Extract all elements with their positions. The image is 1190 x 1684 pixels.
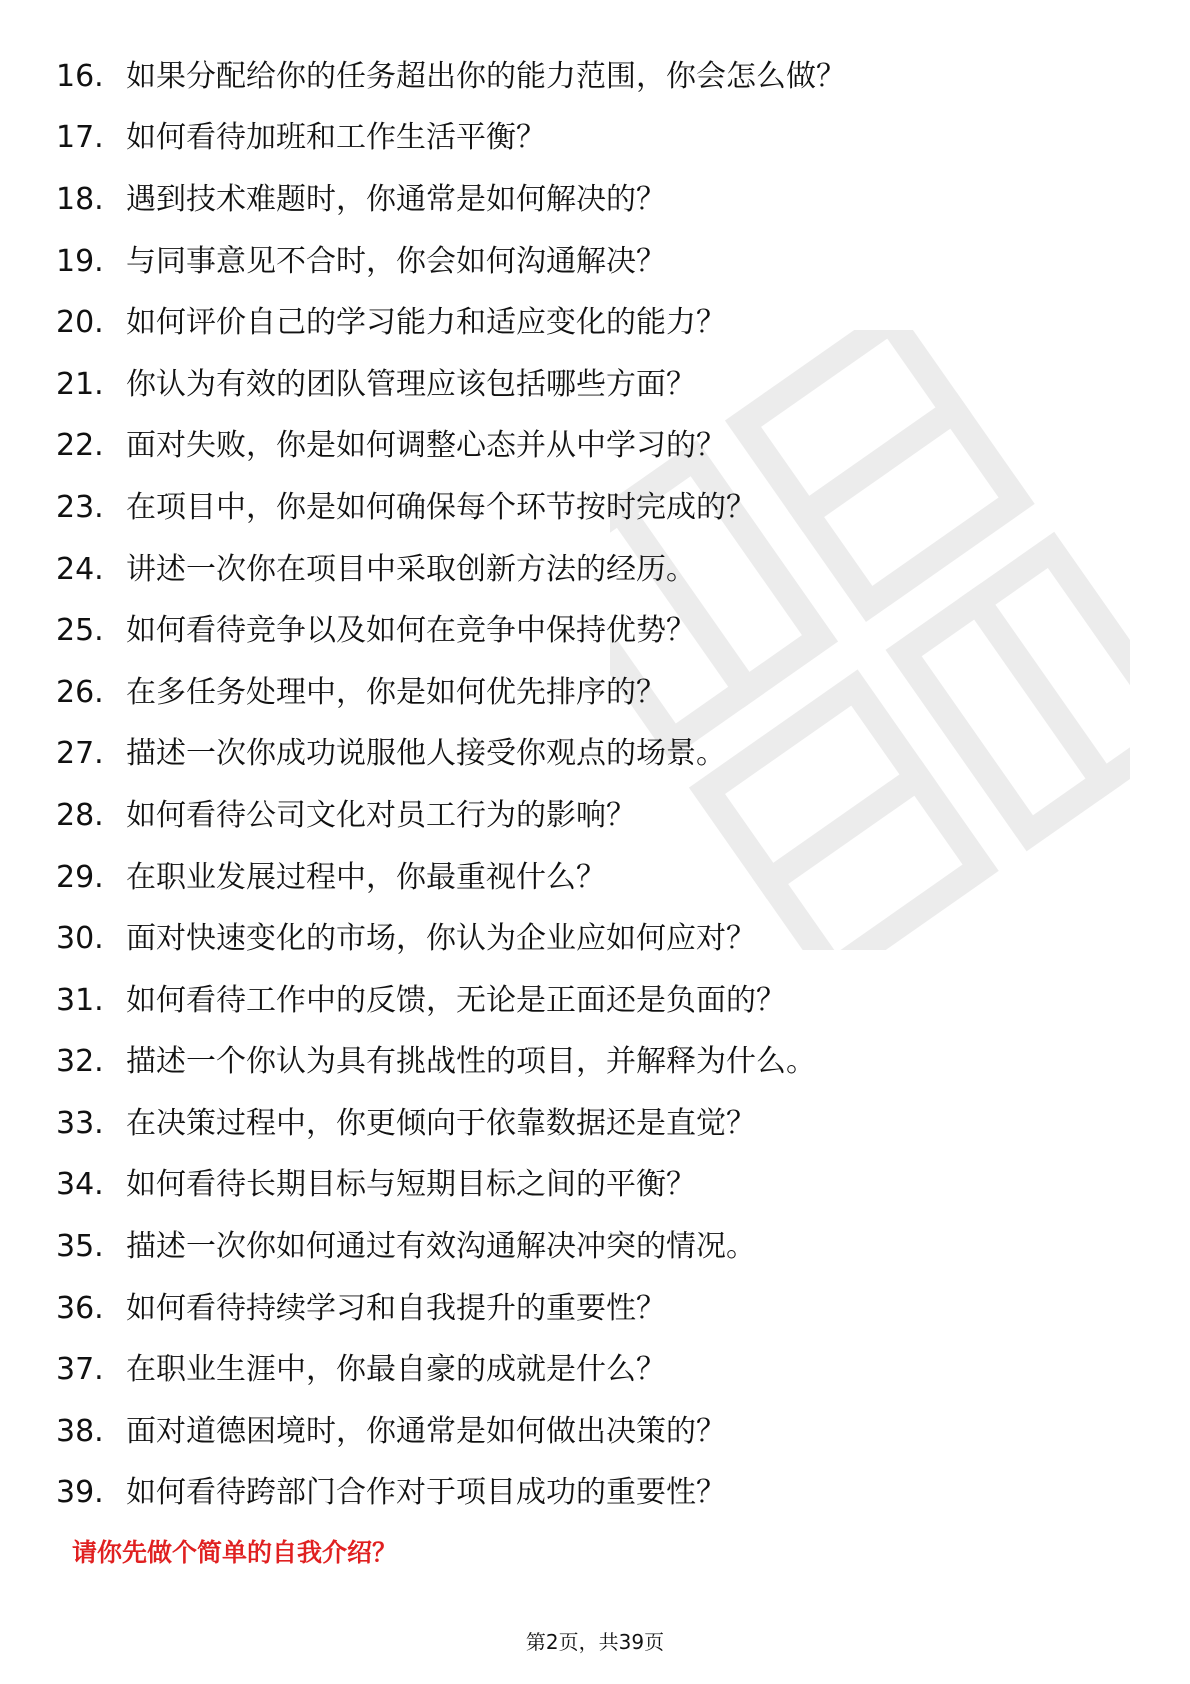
question-text: 在职业发展过程中，你最重视什么？ xyxy=(126,859,606,895)
list-item xyxy=(56,1155,846,1217)
question-number: 29. xyxy=(56,859,104,895)
question-number: 33. xyxy=(56,1105,104,1141)
question-number: 19. xyxy=(56,243,104,279)
question-number: 39. xyxy=(56,1475,104,1511)
question-text: 遇到技术难题时，你通常是如何解决的？ xyxy=(126,181,666,217)
list-item xyxy=(56,46,846,108)
page-number: 第2页，共39页 xyxy=(525,1630,665,1654)
question-number: 26. xyxy=(56,674,104,710)
list-item xyxy=(56,108,846,170)
question-text: 面对快速变化的市场，你认为企业应如何应对？ xyxy=(126,921,756,957)
question-number: 31. xyxy=(56,982,104,1018)
question-text: 描述一次你如何通过有效沟通解决冲突的情况。 xyxy=(126,1229,756,1265)
list-item xyxy=(56,354,846,416)
list-item xyxy=(56,169,846,231)
question-number: 27. xyxy=(56,736,104,772)
question-number: 16. xyxy=(56,58,104,94)
list-item xyxy=(56,539,846,601)
question-text: 如何看待公司文化对员工行为的影响？ xyxy=(126,797,636,833)
question-text: 在多任务处理中，你是如何优先排序的？ xyxy=(126,674,666,710)
question-number: 35. xyxy=(56,1229,104,1265)
list-item xyxy=(56,1339,846,1401)
question-number: 36. xyxy=(56,1290,104,1326)
question-text: 你认为有效的团队管理应该包括哪些方面？ xyxy=(126,366,696,402)
question-text: 如何看待长期目标与短期目标之间的平衡？ xyxy=(126,1167,696,1203)
question-text: 在项目中，你是如何确保每个环节按时完成的？ xyxy=(126,489,756,525)
question-number: 38. xyxy=(56,1413,104,1449)
list-item xyxy=(56,970,846,1032)
question-number: 22. xyxy=(56,428,104,464)
list-item xyxy=(56,477,846,539)
list-item xyxy=(56,908,846,970)
question-text: 如何看待跨部门合作对于项目成功的重要性？ xyxy=(126,1475,726,1511)
question-text: 如果分配给你的任务超出你的能力范围，你会怎么做？ xyxy=(126,58,846,94)
list-item xyxy=(56,416,846,478)
question-text: 面对道德困境时，你通常是如何做出决策的？ xyxy=(126,1413,726,1449)
question-number: 34. xyxy=(56,1167,104,1203)
question-text: 描述一次你成功说服他人接受你观点的场景。 xyxy=(126,736,726,772)
list-item xyxy=(56,1093,846,1155)
list-item xyxy=(56,1401,846,1463)
question-number: 37. xyxy=(56,1352,104,1388)
list-item xyxy=(56,231,846,293)
question-text: 如何看待加班和工作生活平衡？ xyxy=(126,120,546,156)
question-number: 18. xyxy=(56,181,104,217)
list-item xyxy=(56,1278,846,1340)
list-item xyxy=(56,724,846,786)
section-heading: 请你先做个简单的自我介绍？ xyxy=(72,1538,398,1567)
question-text: 讲述一次你在项目中采取创新方法的经历。 xyxy=(126,551,696,587)
question-number: 20. xyxy=(56,305,104,341)
question-text: 面对失败，你是如何调整心态并从中学习的？ xyxy=(126,428,726,464)
list-item xyxy=(56,662,846,724)
question-text: 如何看待工作中的反馈，无论是正面还是负面的？ xyxy=(126,982,786,1018)
list-item xyxy=(56,785,846,847)
question-text: 描述一个你认为具有挑战性的项目，并解释为什么。 xyxy=(126,1044,816,1080)
list-item xyxy=(56,292,846,354)
question-text: 如何看待竞争以及如何在竞争中保持优势？ xyxy=(126,613,696,649)
question-text: 如何评价自己的学习能力和适应变化的能力？ xyxy=(126,305,726,341)
question-text: 在职业生涯中，你最自豪的成就是什么？ xyxy=(126,1352,666,1388)
question-list xyxy=(56,46,846,1524)
list-item xyxy=(56,1463,846,1525)
question-number: 23. xyxy=(56,489,104,525)
question-number: 32. xyxy=(56,1044,104,1080)
list-item xyxy=(56,1216,846,1278)
list-item xyxy=(56,1032,846,1094)
question-text: 如何看待持续学习和自我提升的重要性？ xyxy=(126,1290,666,1326)
question-number: 17. xyxy=(56,120,104,156)
question-text: 在决策过程中，你更倾向于依靠数据还是直觉？ xyxy=(126,1105,756,1141)
question-number: 21. xyxy=(56,366,104,402)
question-number: 24. xyxy=(56,551,104,587)
list-item xyxy=(56,600,846,662)
question-number: 25. xyxy=(56,613,104,649)
list-item xyxy=(56,847,846,909)
question-number: 30. xyxy=(56,921,104,957)
question-text: 与同事意见不合时，你会如何沟通解决？ xyxy=(126,243,666,279)
question-number: 28. xyxy=(56,797,104,833)
